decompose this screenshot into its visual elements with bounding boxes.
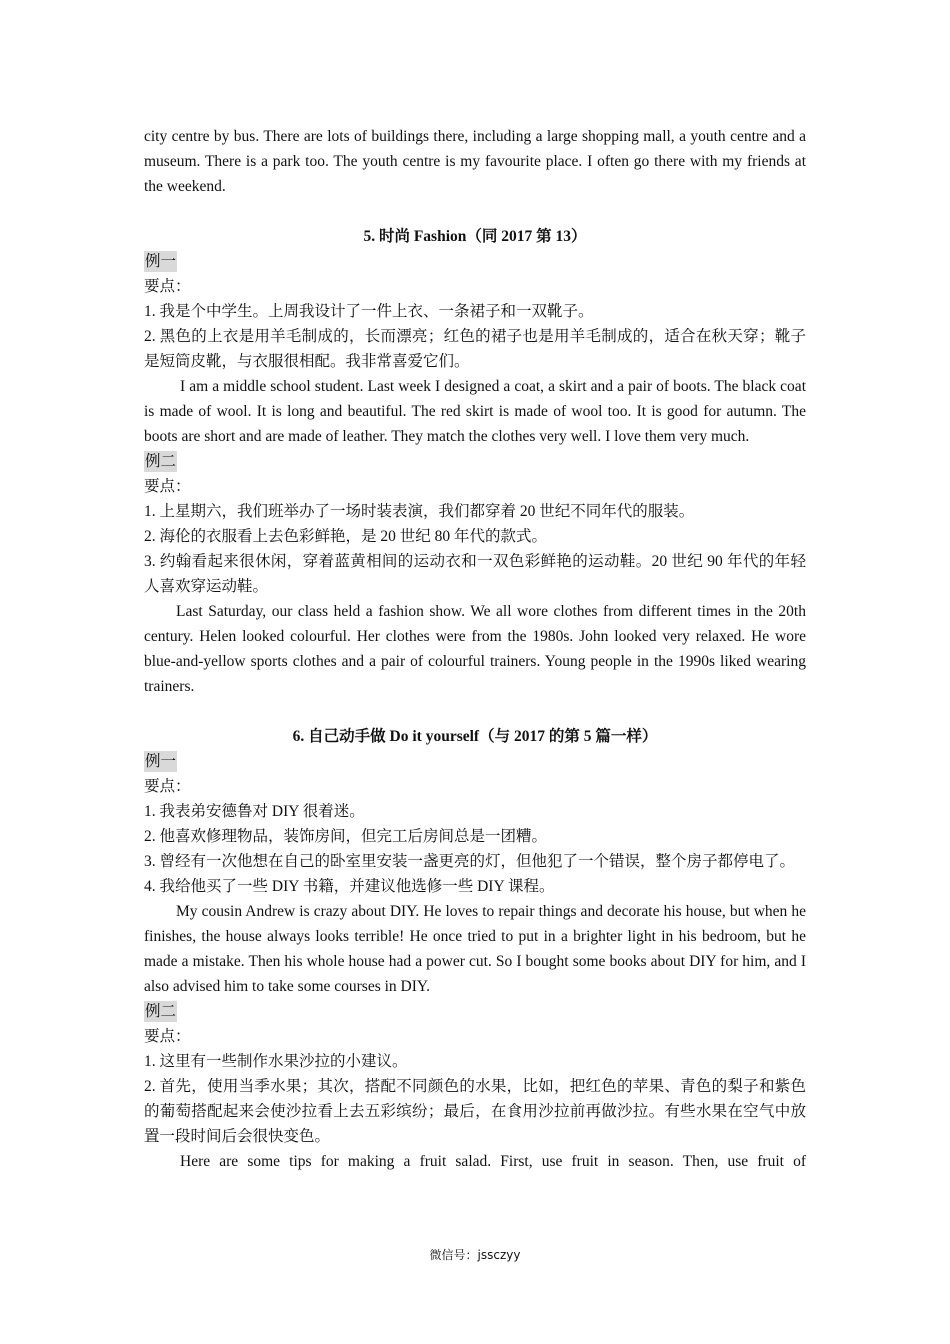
point-item: 2. 海伦的衣服看上去色彩鲜艳，是 20 世纪 80 年代的款式。 xyxy=(144,528,548,545)
point-item: 2. 黑色的上衣是用羊毛制成的，长而漂亮；红色的裙子也是用羊毛制成的，适合在秋天穿；靴子是短筒皮靴，与衣服很相配。我非常喜爱它们。 xyxy=(144,328,806,370)
point-item: 1. 这里有一些制作水果沙拉的小建议。 xyxy=(144,1053,408,1070)
example-label: 例一 xyxy=(145,753,177,770)
points-label: 要点： xyxy=(144,278,191,295)
point-item: 2. 首先，使用当季水果；其次，搭配不同颜色的水果，比如，把红色的苹果、青色的梨子和紫色的葡萄搭配起来会使沙拉看上去五彩缤纷；最后，在食用沙拉前再做沙拉。有些水果在空气中放置一段时间后会很快变色。 xyxy=(144,1078,806,1145)
point-item: 1. 上星期六，我们班举办了一场时装表演，我们都穿着 20 世纪不同年代的服装。 xyxy=(144,503,695,520)
document-body xyxy=(144,124,806,1174)
example-label: 例二 xyxy=(145,453,177,470)
point-item: 1. 我是个中学生。上周我设计了一件上衣、一条裙子和一双靴子。 xyxy=(144,303,594,320)
point-item: 3. 曾经有一次他想在自己的卧室里安装一盏更亮的灯，但他犯了一个错误，整个房子都停电了。 xyxy=(144,853,796,870)
essay-paragraph: Here are some tips for making a fruit salad. First, use fruit in season. Then, use fruit of xyxy=(180,1153,806,1170)
point-item: 4. 我给他买了一些 DIY 书籍，并建议他选修一些 DIY 课程。 xyxy=(144,878,555,895)
intro-paragraph: city centre by bus. There are lots of buildings there, including a large shopping mall, a youth centre and a museum. There is a park too. The youth centre is my favourite place. I often go there with my friends at the weekend. xyxy=(144,128,806,195)
points-label: 要点： xyxy=(144,1028,191,1045)
point-item: 1. 我表弟安德鲁对 DIY 很着迷。 xyxy=(144,803,365,820)
essay-paragraph: I am a middle school student. Last week I designed a coat, a skirt and a pair of boots. The black coat is made of wool. It is long and beautiful. The red skirt is made of wool too. It is good for autumn. The boots are short and are made of leather. They match the clothes very well. I love them very much. xyxy=(144,378,806,445)
essay-paragraph: Last Saturday, our class held a fashion show. We all wore clothes from different times in the 20th century. Helen looked colourful. Her clothes were from the 1980s. John looked very relaxed. He wore blue-and-yellow sports clothes and a pair of colourful trainers. Young people in the 1990s liked wearing trainers. xyxy=(144,603,806,695)
point-item: 2. 他喜欢修理物品，装饰房间，但完工后房间总是一团糟。 xyxy=(144,828,548,845)
section-heading-diy: 6. 自己动手做 Do it yourself（与 2017 的第 5 篇一样） xyxy=(292,728,658,745)
points-label: 要点： xyxy=(144,778,191,795)
points-label: 要点： xyxy=(144,478,191,495)
point-item: 3. 约翰看起来很休闲，穿着蓝黄相间的运动衣和一双色彩鲜艳的运动鞋。20 世纪 90 年代的年轻人喜欢穿运动鞋。 xyxy=(144,553,806,595)
page-footer: 微信号：jssczyy xyxy=(429,1248,521,1262)
example-label: 例一 xyxy=(145,253,177,270)
example-label: 例二 xyxy=(145,1003,177,1020)
section-heading-fashion: 5. 时尚 Fashion（同 2017 第 13） xyxy=(363,228,587,245)
essay-paragraph: My cousin Andrew is crazy about DIY. He loves to repair things and decorate his house, but when he finishes, the house always looks terrible! He once tried to put in a brighter light in his bedroom, but he made a mistake. Then his whole house had a power cut. So I bought some books about DIY for him, and I also advised him to take some courses in DIY. xyxy=(144,903,806,995)
